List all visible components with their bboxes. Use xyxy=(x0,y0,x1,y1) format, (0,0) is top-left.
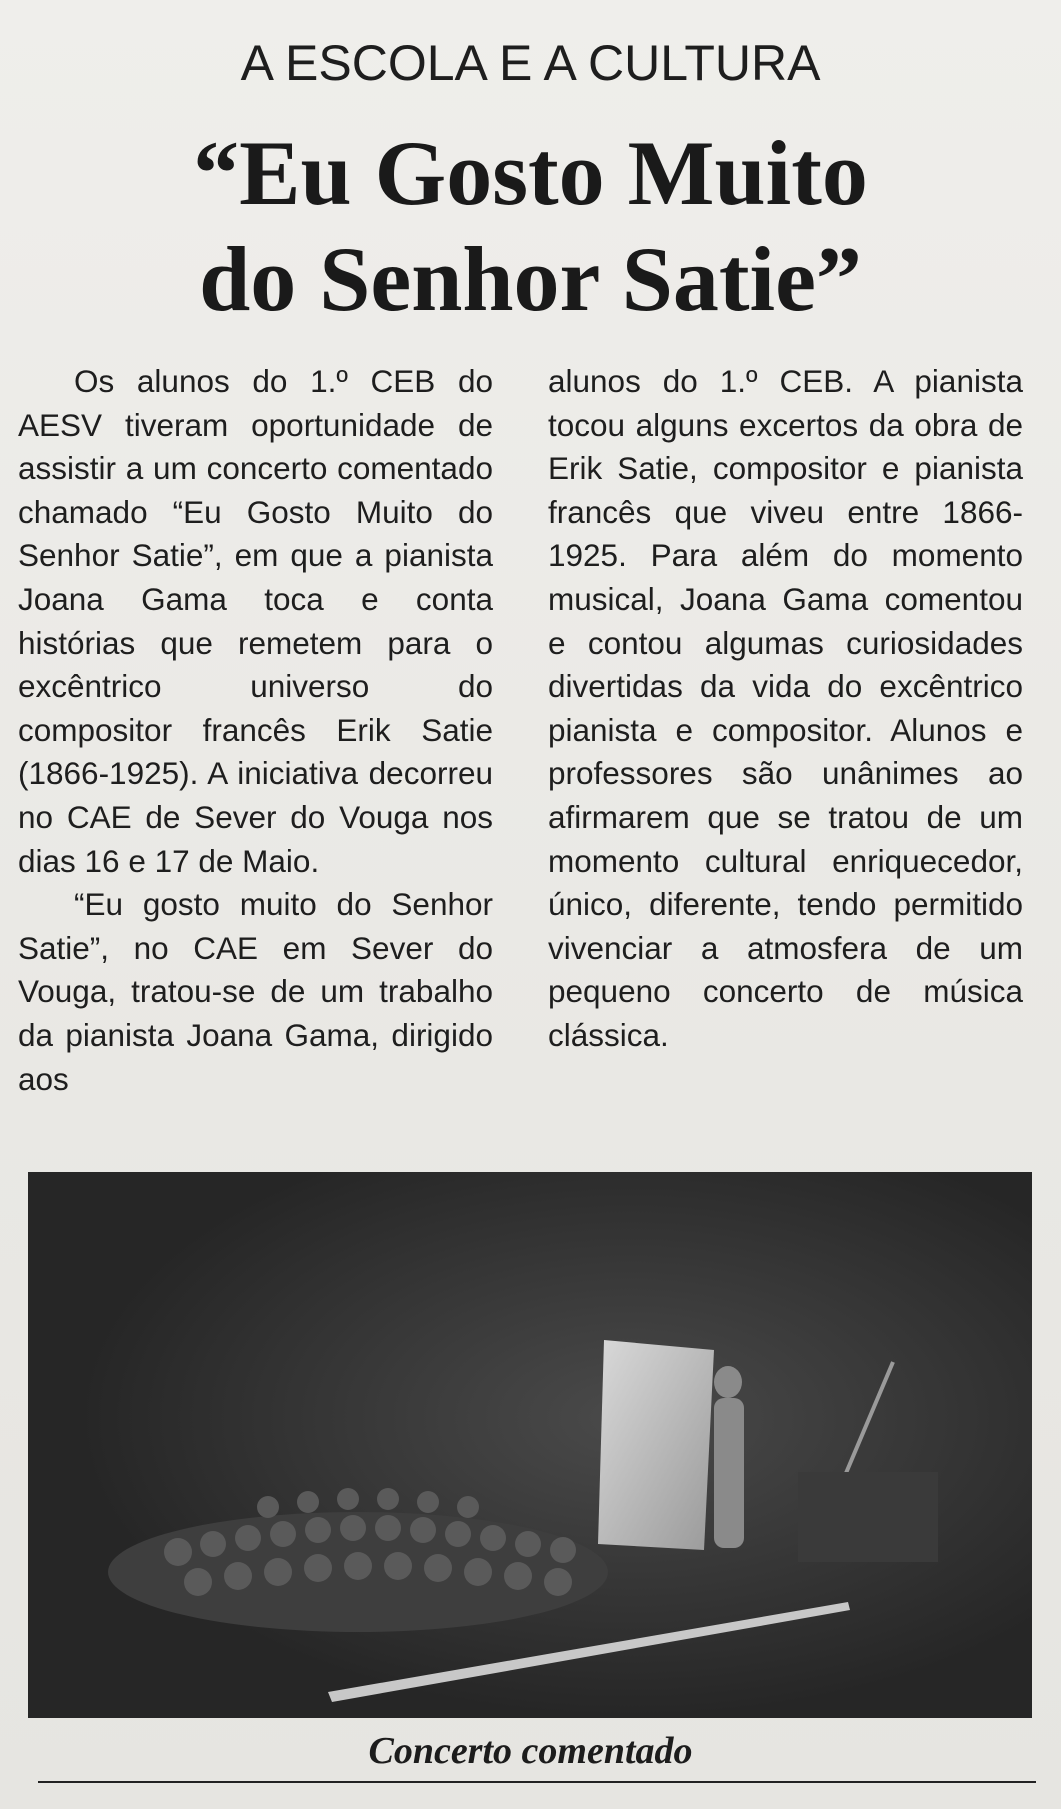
concert-photo-image xyxy=(28,1172,1032,1718)
section-kicker: A ESCOLA E A CULTURA xyxy=(240,35,821,91)
body-paragraph-3: alunos do 1.º CEB. A pianista tocou alguns excertos da obra de Erik Satie, compositor e pianista francês que viveu entre 1866-1925. Para além do momento musical, Joana Gama comentou e contou algumas curiosidades divertidas da vida do excêntrico pianista e compositor. Alunos e professores são unânimes ao afirmarem que se tratou de um momento cultural enriquecedor, único, diferente, tendo permitido vivenciar a atmosfera de um pequeno concerto de música clássica. xyxy=(548,363,1023,1053)
body-paragraph-2: “Eu gosto muito do Senhor Satie”, no CAE em Sever do Vouga, tratou-se de um trabalho da pianista Joana Gama, dirigido aos xyxy=(18,886,493,1097)
article-column-right xyxy=(548,360,1023,1058)
bottom-divider xyxy=(38,1781,1036,1783)
headline-line-1: “Eu Gosto Muito xyxy=(193,122,868,224)
concert-photo xyxy=(28,1172,1032,1718)
photo-background xyxy=(28,1172,1032,1718)
article-column-left xyxy=(18,360,493,1101)
article-headline xyxy=(0,120,1061,332)
hanging-screen xyxy=(598,1340,714,1550)
photo-caption: Concerto comentado xyxy=(368,1730,693,1772)
body-paragraph-1: Os alunos do 1.º CEB do AESV tiveram oportunidade de assistir a um concerto comentado chamado “Eu Gosto Muito do Senhor Satie”, em que a pianista Joana Gama toca e conta histórias que remetem para o excêntrico universo do compositor francês Erik Satie (1866-1925). A iniciativa decorreu no CAE de Sever do Vouga nos dias 16 e 17 de Maio. xyxy=(18,363,493,879)
headline-line-2: do Senhor Satie” xyxy=(199,228,862,330)
